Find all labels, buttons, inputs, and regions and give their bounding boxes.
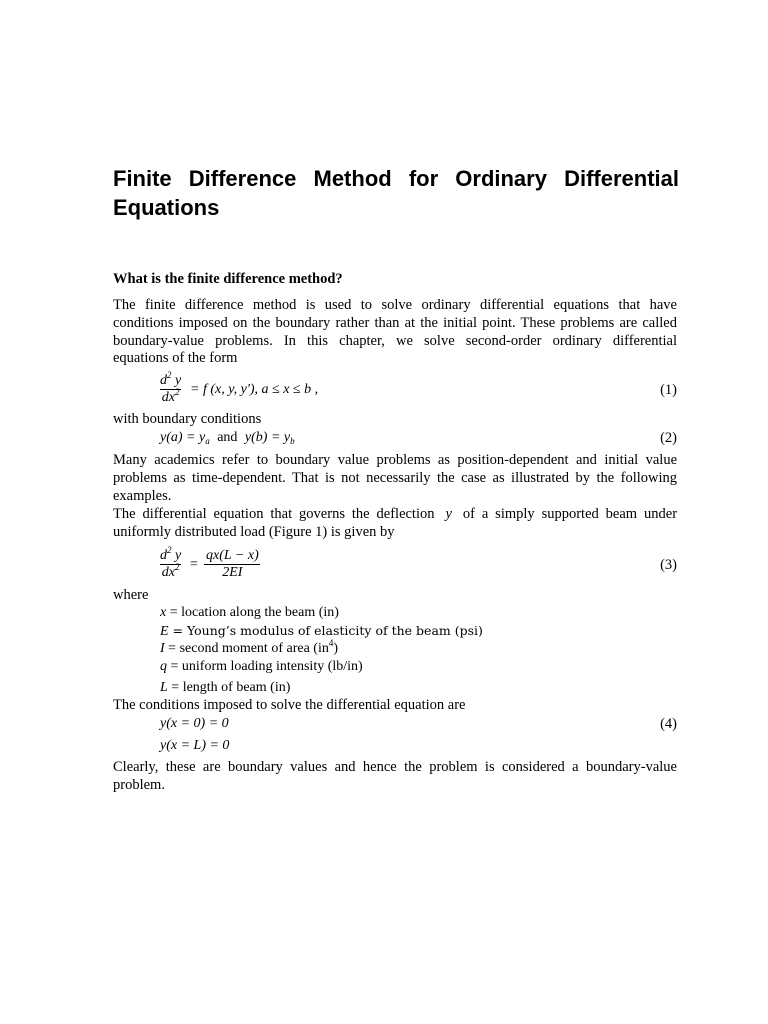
eq1-fraction: [158, 370, 183, 406]
closing-line: problem.: [113, 776, 165, 793]
deflection-line: The differential equation that governs the deflection y of a simply supported beam under: [113, 506, 678, 522]
eq3-rhs-fraction: [202, 548, 263, 581]
title-line-2: Equations: [113, 195, 220, 220]
closing-paragraph: [113, 759, 677, 795]
eq3-lhs-numerator: $d^2$ y: [160, 545, 182, 563]
eq3-lhs-denominator: $dx^2$: [161, 562, 180, 580]
eq1-numerator: $d^2$ y: [160, 370, 182, 388]
closing-line: Clearly, these are boundary values and hence the problem is considered a boundary-value: [113, 759, 677, 775]
definition-item: E = Young’s modulus of elasticity of the beam (psi): [160, 623, 483, 639]
eq1-number: (1): [660, 382, 677, 398]
eq4-first: y(x = 0) = 0: [160, 716, 229, 731]
definition-item: x = location along the beam (in): [160, 605, 339, 620]
academics-paragraph: [113, 452, 677, 505]
eq2: $y(a) = y_a$ and $y(b) = y_b$: [160, 430, 295, 446]
section-heading: What is the finite difference method?: [113, 271, 343, 287]
definition-item: I = second moment of area $(in^4)$: [160, 638, 339, 656]
intro-line: equations of the form: [113, 350, 238, 367]
intro-line: boundary-value problems. In this chapter, we solve second-order ordinary differential: [113, 332, 677, 349]
eq1-rhs: = f (x, y, y'), a ≤ x ≤ b ,: [190, 382, 319, 397]
eq3-equals: =: [190, 557, 198, 572]
academics-line: problems as time-dependent. That is not necessarily the case as illustrated by the following: [113, 469, 677, 486]
eq3-rhs-denominator: 2EI: [204, 564, 260, 581]
where-text: where: [113, 587, 149, 603]
intro-line: conditions imposed on the boundary rather than at the initial point. These problems are called: [113, 314, 677, 331]
definition-item: L = length of beam (in): [160, 680, 291, 695]
intro-line: The finite difference method is used to solve ordinary differential equations that have: [113, 297, 677, 313]
eq3-number: (3): [660, 557, 677, 573]
intro-paragraph: [113, 297, 677, 368]
academics-line: examples.: [113, 487, 172, 504]
eq3-rhs-numerator: qx(L − x): [206, 548, 259, 563]
academics-line: Many academics refer to boundary value problems as position-dependent and initial value: [113, 452, 677, 468]
deflection-line: uniformly distributed load (Figure 1) is given by: [113, 523, 395, 540]
eq3-lhs-fraction: [158, 545, 183, 581]
deflection-paragraph: [113, 506, 677, 542]
eq2-number: (2): [660, 430, 677, 446]
conditions-text: The conditions imposed to solve the differential equation are: [113, 697, 466, 713]
eq4-number: (4): [660, 716, 677, 732]
title-line-1: Finite Difference Method for Ordinary Differential: [113, 166, 679, 191]
document-title: [113, 164, 679, 222]
with-boundary-text: with boundary conditions: [113, 411, 262, 427]
definition-item: q = uniform loading intensity (lb/in): [160, 659, 363, 674]
eq4-second: y(x = L) = 0: [160, 738, 230, 753]
eq1-denominator: $dx^2$: [161, 387, 180, 405]
